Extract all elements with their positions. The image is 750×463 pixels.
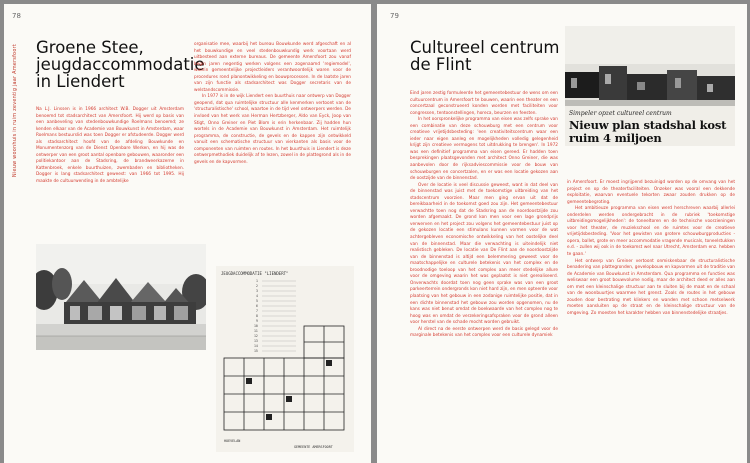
svg-text:4: 4 <box>256 294 258 298</box>
paragraph: Na L.J. Linssen is in 1966 architect W.B. Dogger uit Amsterdam benoemd tot stadsarchitect van Amersfoort. Hij werd op basis van een aanbeveling van stedenbouwkundige Roelmans benoemd; ze kenden elkaar van de Academie van Bouwkunst in Amsterdam, waar Roelmans bestuurslid was toen Dogger er afstudeerde. Dogger werd als stadsarchitect hoofd van de afdeling Bouwkunde en Monumentenzorg van de Dienst Openbare Werken, en hij was de ontwerper van een groot aantal openbare gebouwen, waaronder een politiekantoor aan de Stadsring, de brandweerkazerne in Kattenbroek, enkele buurthuizen, zwembaden en bibliotheken. Dogger is lang stadsarchitect geweest: van 1966 tot 1995. Hij maakte de cultuurwending in de ambtelijke <box>36 107 184 185</box>
svg-text:3: 3 <box>256 289 258 293</box>
building-photo-image <box>36 244 206 350</box>
floor-plan-image <box>216 266 354 452</box>
text-column-1 <box>410 91 558 340</box>
svg-text:2: 2 <box>256 284 258 288</box>
svg-text:12: 12 <box>254 334 258 338</box>
chapter-title: Groene Stee, jeugdaccommodatie in Liendert <box>36 38 205 91</box>
svg-text:13: 13 <box>254 339 258 343</box>
plan-footer-right: GEMEENTE AMERSFOORT <box>294 445 333 449</box>
building-photo <box>36 244 206 350</box>
paragraph: Over de locatie is veel discussie geweest, want in dat deel van de binnenstad was juist met de toekomstige uitbreiding van het stadscentrum voorzien. Maar men ging ervan uit dat de bereikbaarheid in de toekomst goed zou zijn. Het gemeentebestuur verwachtte toen nog dat de Stadsring aan de noordoostzijde zou worden afgemaakt. De grond kon men voor een lage grondprijs verwerven en het project zou volgens het gemeentebestuur juist op de gekozen locatie een stimulans kunnen vormen voor de wat achtergebleven economische ontwikkeling van het oostelijke deel van de binnenstad. Maar die verwachting is uiteindelijk niet realistisch gebleken. De locatie van De Flint aan de noordoostzijde van de binnenstad is altijd een belemmering geweest voor de maatschappelijke en culturele betekenis van het complex en de broodnodige toeloop van het complex aan meer stedelijke allure voor de omgeving waarin het was geplaatst is niet gerealiseerd. Onverwachts doordat toen nog geen sprake was van een groot parkeerterrein ondergronds kon niet hard zijn, en men opteerde voor plaatsing van het gebouw in een zodanige ruimtelijke positie, dat in een dichte binnenstad het gebouw zou worden opgenomen, nu de kans was niet benut omdat de boekwaarde van het complex nog te hoog was en omdat de verzekeringsafspraken voor de grond alleen voor herstel van de schade mocht worden gebruikt. <box>410 182 558 326</box>
text-column-1 <box>36 107 184 186</box>
paragraph: Eind jaren zestig formuleerde het gemeentebestuur de wens om een cultuurcentrum in Amersfoort te bouwen, waarin een theater en een concertzaal geconstrueerd konden worden met faciliteiten voor congressen, tentoonstellingen, horeca, beurzen en feesten. <box>410 91 558 116</box>
floor-plan-drawing <box>216 266 354 452</box>
page-number: 78 <box>12 12 21 20</box>
paragraph: Het ontwerp van Greiner vertoont onmiskenbaar de structuralistische benadering van plattegronden, gevelopbouw en kapvormen uit de traditie van de Academie van Bouwkunst in Amsterdam. Qua programma en functies was weliswaar een groot bouwvolume nodig, maar de architect deed er alles aan om met een kleinschalige structuur aan te sluiten bij de maat en de schaal van de woonbuurtjes waarmee het grenst. Zoals de routes in het gebouw zouden door bestrating met klinkers en wanden met schoon metselwerk moeten aansluiten op de straat en de kleinschalige structuur van de omgeving. Zo moesten het karakter hebben van binnenstedelijke straatjes. <box>567 258 735 316</box>
clipping-kicker: Simpeler opzet cultureel centrum <box>569 110 672 117</box>
left-page <box>4 4 371 463</box>
page-number: 79 <box>390 12 399 20</box>
svg-text:5: 5 <box>256 299 258 303</box>
plan-header: JEUGDACCOMMODATIE "LIENDERT" <box>221 271 289 276</box>
svg-text:10: 10 <box>254 324 258 328</box>
svg-text:8: 8 <box>256 314 258 318</box>
svg-text:1: 1 <box>256 279 258 283</box>
plan-footer-left: HOEVELAN <box>224 439 241 443</box>
text-column-2 <box>194 42 351 166</box>
svg-text:9: 9 <box>256 319 258 323</box>
newspaper-clipping <box>565 26 735 146</box>
paragraph: organisatie mee, waarbij het bureau Bouwkunde werd afgeschaft en al het bouwkundige en veel stedenbouwkundig werk voortaan werd uitbesteed aan externe bureaus. De gemeente Amersfoort zou vanaf begin jaren negentig werken volgens een zogenaamd 'regiemodel', waarin gemeentelijke projectleiders verantwoordelijk waren voor de procedures rond planontwikkeling en bouwprocessen. In de laatste jaren van zijn functie als stadsarchitect was Dogger secretaris van de welstandscommissie. <box>194 42 351 93</box>
paragraph: Het ambitieuze programma van eisen werd herschreven waarbij allerlei onderdelen werden ondergebracht in de rubriek 'toekomstige uitbreidingsmogelijkheden': de toneeltoren en de technische voorzieningen voor het theater, de muziekschool en de ruimtes voor de creatieve vrijetijdsbesteding. 'Voor het gewisten van grotere schouwburgproducties - opera, ballet, grote en meer accommodatie vragende musicals, toneelstukken e.d. - zullen wij ook in de toekomst wel naar Utrecht, Amsterdam enz. hebben te gaan.' <box>567 206 735 258</box>
svg-text:15: 15 <box>254 349 258 353</box>
svg-text:7: 7 <box>256 309 258 313</box>
svg-text:6: 6 <box>256 304 258 308</box>
chapter-title: Cultureel centrum de Flint <box>410 38 560 74</box>
paragraph: In het oorspronkelijke programma van eisen was zelfs sprake van een combinatie van deze schouwburg met een centrum voor creatieve vrijetijdsbesteding: 'een creativiteitscentrum waar een ieder naar eigen aanleg en mogelijkheden volledig gelegenheid krijgt zijn creatieve vermogens tot uitdrukking te brengen'. In 1972 was een definitief programma van eisen gereed. Er hadden toen besprekingen plaatsgevonden met architect Onno Greiner, die was aanbevolen door de rijksadviescommissie voor de bouw van schouwburgen en concertzalen, en er was een locatie gekozen aan de oostzijde van de binnenstad. <box>410 117 558 182</box>
clipping-photo <box>565 26 735 106</box>
paragraph: Al direct na de eerste ontwerpen werd de basis gelegd voor de marginale betekenis van het complex voor een culturele dynamiek <box>410 326 558 339</box>
right-page <box>377 4 747 463</box>
paragraph: In 1977 is in de wijk Liendert een buurthuis naar ontwerp van Dogger geopend, dat qua ruimtelijke structuur alle kenmerken vertoont van de 'structuralistische' school, waartoe in de tijd veel ontwerpers werden. De invloed van het werk van Herman Hertzberger, Aldo van Eyck, Joop van Stigt, Onno Greiner en Piet Blom is erin herkenbaar. Zij hadden hun wortels in de Academie van Bouwkunst in Amsterdam. Het ruimtelijk programma, de constructie, de gevels en de kappen zijn ontwikkeld vanuit een schematische structuur van vierkanten als basis voor de componenten van ruimten en routes. In het buurthuis in Liendert is deze ontwerpmethodiek duidelijk af te lezen, zowel in de plattegrond als in de gevels en de kapvormen. <box>194 94 351 165</box>
text-column-2 <box>567 180 735 317</box>
running-head: Nieuw woonhuis in ruim zeventig jaar Amersfoort <box>12 44 18 178</box>
svg-text:11: 11 <box>254 329 258 333</box>
clipping-headline: Nieuw plan stadshal kost ruim 4 miljoen <box>569 118 727 145</box>
svg-text:14: 14 <box>254 344 258 348</box>
paragraph: in Amersfoort. Er moest ingrijpend bezuinigd worden op de omvang van het project en op de theaterfaciliteiten. Onzeker was vooral een dekkende exploitatie, waarvan eventuele tekorten zwaar zouden drukken op de gemeentebegroting. <box>567 180 735 205</box>
